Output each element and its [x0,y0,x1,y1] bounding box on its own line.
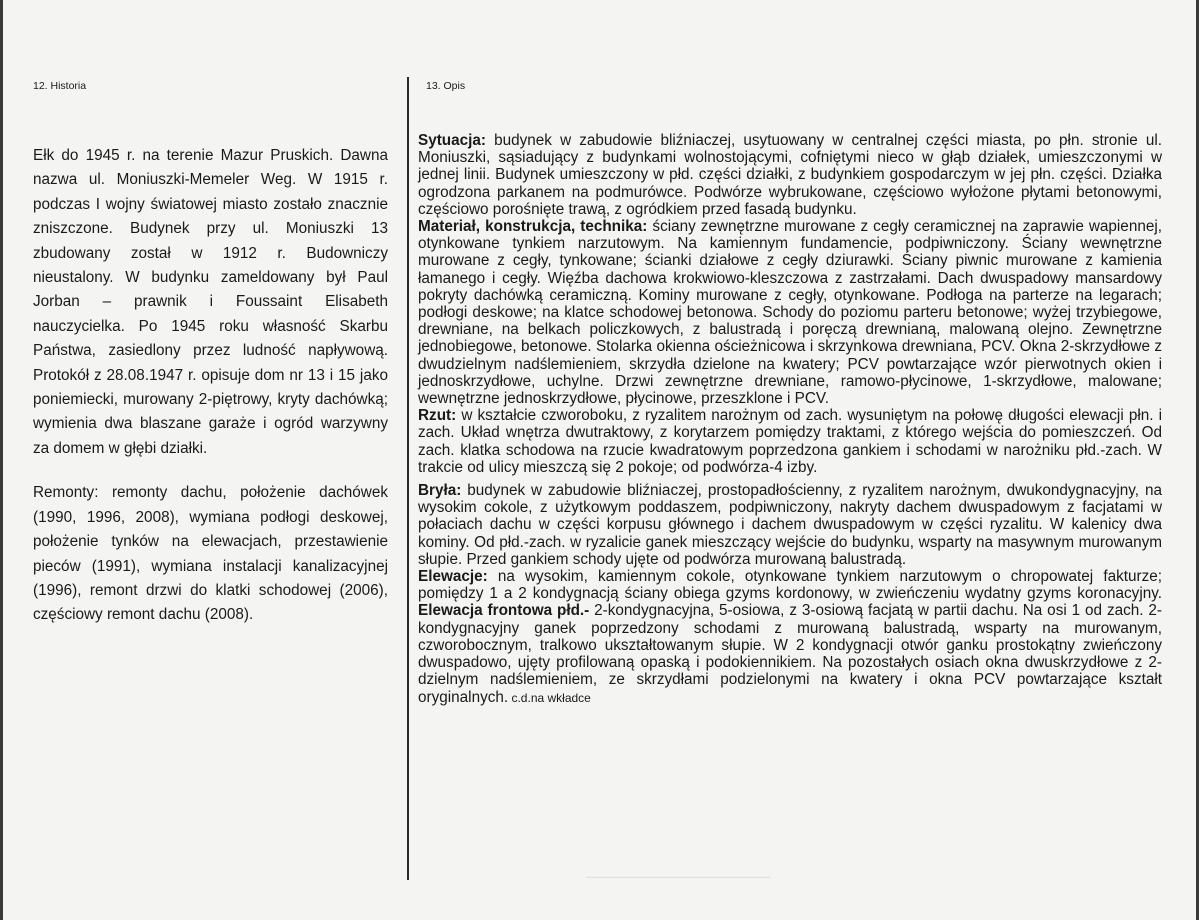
material-paragraph [418,218,1162,407]
column-divider [407,77,409,880]
description-column [418,132,1162,707]
plan-label: Rzut: [418,407,457,425]
material-text: ściany zewnętrzne murowane z cegły ceramicznej na zaprawie wapiennej, otynkowane tynkiem narzutowym. Na kamiennym fundamencie, podpiwniczony. Ściany wewnętrzne murowane z cegły, tynkowane; ścianki działowe z cegły dziurawki. Ściany piwnic murowane z kamienia łamanego i cegły. Więźba dachowa krokwiowo-kleszczowa z zastrzałami. Dach dwuspadowy mansardowy pokryty dachówką ceramiczną. Kominy murowane z cegły, otynkowane. Podłoga na parterze na legarach; podłogi deskowe; na klatce schodowej betonowa. Schody do poziomu parteru betonowe; wyżej trzybiegowe, drewniane, na belkach policzkowych, z balustradą i poręczą drewnianą, malowaną olejno. Zewnętrzne jednobiegowe, betonowe. Stolarka okienna ościeżnicowa i skrzynkowa drewniana, PCV. Okna 2-skrzydłowe z dwudzielnym nadślemieniem, skrzydła dzielone na kwatery; PCV powtarzające wzór pierwotnych okien i jednoskrzydłowe, uchylne. Drzwi zewnętrzne drewniane, ramowo-płycinowe, 1-skrzydłowe, malowane; wewnętrzne jednoskrzydłowe, płycinowe, przeszklone i PCV. [418,218,1162,408]
elevations-paragraph [418,568,1162,707]
elevations-text-b: 2-kondygnacyjna, 5-osiowa, z 3-osiową facjatą w partii dachu. Na osi 1 od zach. 2-kondygnacyjny ganek poprzedzony schodami z murowaną balustradą, wsparty na murowanym, czworobocznym, tralkowo ukształtowanym słupie. W 2 kondygnacji otwór ganku prostokątny zwieńczony dwuspadowo, ujęty profilowaną opaską i podokiennikiem. Na pozostałych osiach okna dwuskrzydłowe z 2-dzielnym nadślemieniem, ze skrzydłami podzielonymi na kwatery i okna PCV powtarzające kształt oryginalnych. [418,602,1162,706]
plan-paragraph [418,407,1162,476]
description-header: 13. Opis [426,80,466,92]
massing-label: Bryła: [418,482,462,500]
massing-text: budynek w zabudowie bliźniaczej, prostopadłościenny, z ryzalitem narożnym, dwukondygnacyjny, na wysokim cokole, z użytkowym poddaszem, podpiwniczony, nakryty dachem dwuspadowym z facjatami w połaciach dachu w części korpusu głównego i dachem dwuspadowym w części ryzalitu. W kalenicy dwa kominy. Od płd.-zach. w ryzalicie ganek mieszczący wejście do budynku, wsparty na masywnym murowanym słupie. Przed gankiem schody ujęte od podwórza murowaną balustradą. [418,482,1162,568]
massing-paragraph [418,482,1162,568]
bleed-through-text: ‾‾‾‾‾‾‾‾‾‾‾‾‾‾‾‾‾‾‾‾‾‾‾‾‾‾‾‾‾‾‾‾‾‾‾‾‾‾‾‾‾‾‾‾‾‾ [586,865,770,879]
situation-paragraph [418,132,1162,218]
front-elevation-label: Elewacja frontowa płd.- [418,602,590,620]
situation-text: budynek w zabudowie bliźniaczej, usytuowany w centralnej części miasta, po płn. stronie ul. Moniuszki, sąsiadujący z budynkami wolnostojącymi, cofniętymi nieco w głąb działek, umieszczonymi w jednej linii. Budynek umieszczony w płd. części działki, z budynkiem gospodarczym w jej płn. części. Działka ogrodzona parkanem na podmurówce. Podwórze wybrukowane, częściowo wyłożone płytami betonowymi, częściowo porośnięte trawą, z ogródkiem przed fasadą budynku. [418,132,1162,218]
history-column [33,144,388,628]
scan-edge-left [0,0,3,920]
continued-note: c.d.na wkładce [508,690,591,705]
elevations-text-a: na wysokim, kamiennym cokole, otynkowane tynkiem narzutowym o chropowatej fakturze; pomiędzy 1 a 2 kondygnacją ściany obiega gzyms kordonowy, w zwieńczeniu wydatny gzyms koronacyjny. [418,568,1162,603]
material-label: Materiał, konstrukcja, technika: [418,218,648,236]
renovations-paragraph: Remonty: remonty dachu, położenie dachówek (1990, 1996, 2008), wymiana podłogi deskowej, położenie tynków na elewacjach, przestawienie pieców (1991), wymiana instalacji kanalizacyjnej (1996), remont drzwi do klatki schodowej (2006), częściowy remont dachu (2008). [33,484,388,624]
history-header: 12. Historia [33,80,87,92]
plan-text: w kształcie czworoboku, z ryzalitem narożnym od zach. wysuniętym na połowę długości elewacji płn. i zach. Układ wnętrza dwutraktowy, z korytarzem pomiędzy traktami, z którego wejścia do pomieszczeń. Od zach. klatka schodowa na rzucie kwadratowym poprzedzona gankiem i schodami w narożniku płd.-zach. W trakcie od ulicy mieszczą się 2 pokoje; od podwórza-4 izby. [418,407,1162,476]
elevations-label: Elewacje: [418,568,488,586]
situation-label: Sytuacja: [418,132,487,149]
history-paragraph: Ełk do 1945 r. na terenie Mazur Pruskich. Dawna nazwa ul. Moniuszki-Memeler Weg. W 1915 r. podczas I wojny światowej miasto zostało znacznie zniszczone. Budynek przy ul. Moniuszki 13 zbudowany został w 1912 r. Budowniczy nieustalony. W budynku zameldowany był Paul Jorban – prawnik i Foussaint Elisabeth nauczycielka. Po 1945 roku własność Skarbu Państwa, zasiedlony przez ludność napływową. Protokół z 28.08.1947 r. opisuje dom nr 13 i 15 jako poniemiecki, murowany 2-piętrowy, kryty dachówką; wymienia dwa blaszane garaże i ogród warzywny za domem w głębi działki. [33,147,388,457]
